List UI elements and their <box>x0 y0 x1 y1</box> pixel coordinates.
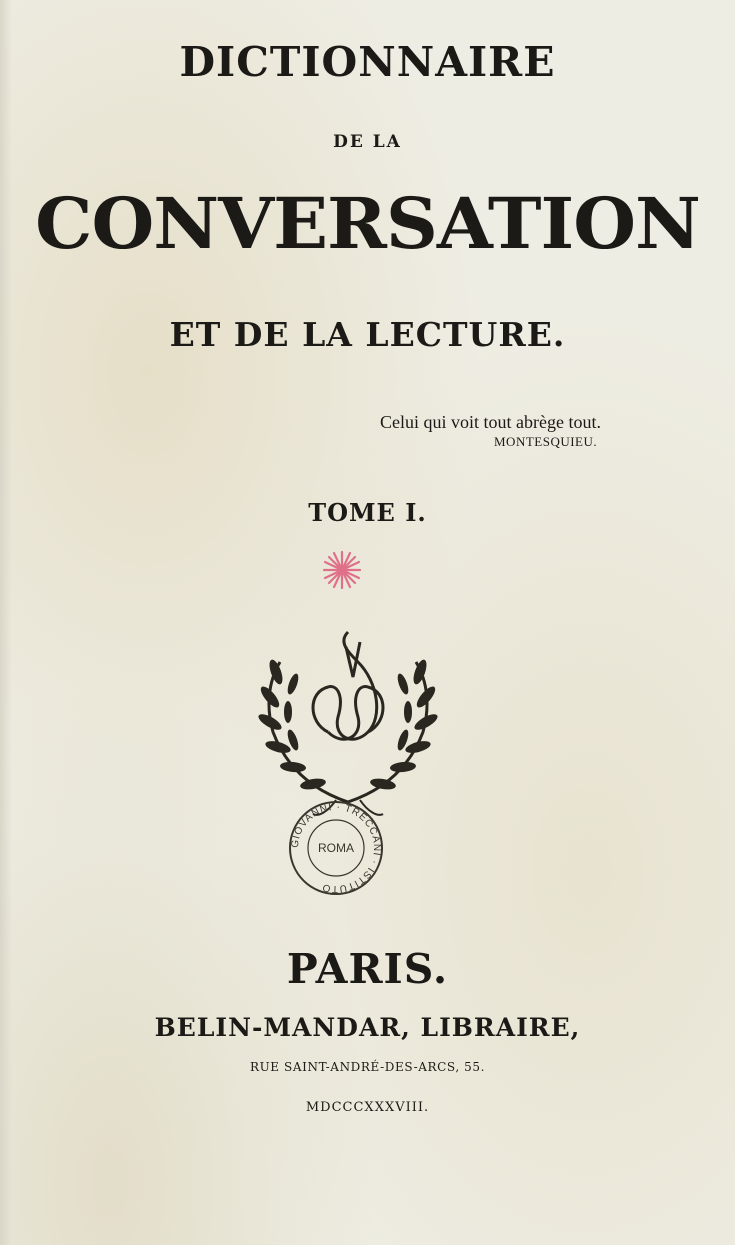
title-line-lecture: ET DE LA LECTURE. <box>169 315 566 354</box>
imprint-address: RUE SAINT-ANDRÉ-DES-ARCS, 55. <box>249 1060 486 1074</box>
imprint-year: MDCCCXXXVIII. <box>305 1100 430 1115</box>
library-stamp-icon <box>286 798 386 898</box>
volume-number: TOME I. <box>308 498 427 527</box>
epigraph-quote: Celui qui voit tout abrège tout. <box>380 412 601 432</box>
epigraph-author: MONTESQUIEU. <box>494 434 598 449</box>
imprint-city: PARIS. <box>286 945 449 993</box>
red-star-ornament-icon <box>322 550 362 590</box>
imprint-publisher: BELIN-MANDAR, LIBRAIRE, <box>154 1013 581 1042</box>
title-line-dictionnaire: DICTIONNAIRE <box>179 38 556 86</box>
stamp-outer-text: GIOVANNI · TRECCANI · ISTITUTO <box>289 801 383 895</box>
stamp-center-text: ROMA <box>318 841 354 855</box>
title-line-de-la: DE LA <box>333 132 402 152</box>
title-line-conversation: CONVERSATION <box>35 182 700 265</box>
laurel-wreath-monogram-icon <box>258 622 438 822</box>
